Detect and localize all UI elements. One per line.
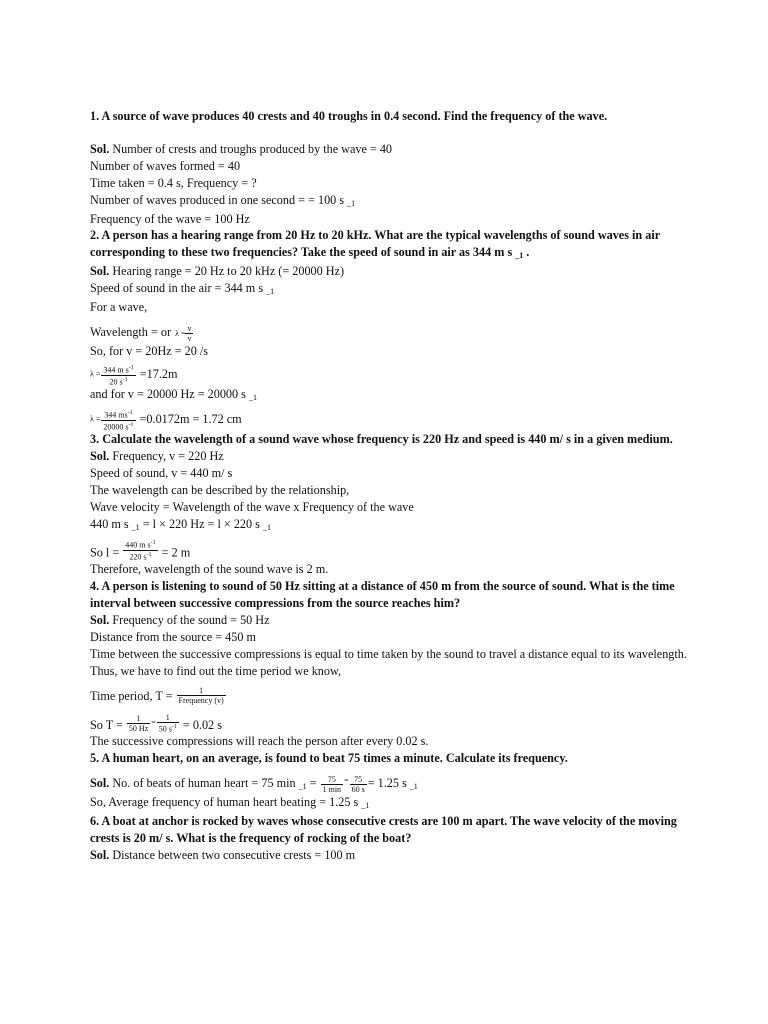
question-3: 3. Calculate the wavelength of a sound wave whose frequency is 220 Hz and speed is 440 m/ s in a given medium. bbox=[90, 432, 673, 447]
wavelength-fraction-2: $\frac{344 ms^{-1}}{20000 s^{-1}}$ bbox=[103, 410, 134, 432]
q2-line-6: λ = $\frac{344 m s^{-1}}{20 s^{-1}}$ =17.2m bbox=[90, 364, 178, 387]
q2-line-4: Wavelength = or λ = $\frac{v}{v}$ bbox=[90, 323, 192, 343]
q3-line-3: The wavelength can be described by the relationship, bbox=[90, 483, 350, 498]
q1-line-3: Time taken = 0.4 s, Frequency = ? bbox=[90, 175, 257, 190]
time-period-fraction: $\frac{1}{\text{Frequency (v)}}$ bbox=[178, 685, 224, 705]
q3-line-7: Therefore, wavelength of the sound wave is 2 m. bbox=[90, 562, 329, 577]
q5-line-2: So, Average frequency of human heart beating = 1.25 s _1 bbox=[90, 794, 370, 810]
question-4: 4. A person is listening to sound of 50 Hz sitting at a distance of 450 m from the source of sound. What is the time interval between successive compressions from the source reaches him? bbox=[90, 579, 675, 610]
q4-line-4: Time period, T = $\frac{1}{\text{Frequency (v)}}$ bbox=[90, 685, 224, 705]
q2-line-8: λ = $\frac{344 ms^{-1}}{20000 s^{-1}}$ =0.0172m = 1.72 cm bbox=[90, 410, 242, 432]
wavelength-fraction-1: $\frac{344 m s^{-1}}{20 s^{-1}}$ bbox=[103, 364, 134, 387]
sol-label: Sol. bbox=[90, 449, 110, 464]
wavelength-formula: λ = $\frac{v}{v}$ bbox=[175, 323, 192, 343]
q3-line-5: 440 m s _1 = l × 220 Hz = l × 220 s _1 bbox=[90, 516, 271, 532]
question-2: 2. A person has a hearing range from 20 Hz to 20 kHz. What are the typical wavelengths of sound waves in air corresponding to these two frequencies? Take the speed of sound in air as 344 m s _1 . bbox=[90, 228, 660, 261]
question-6: 6. A boat at anchor is rocked by waves whose consecutive crests are 100 m apart. The wave velocity of the moving crests is 20 m/ s. What is the frequency of rocking of the boat? bbox=[90, 813, 677, 845]
q2-line-3: For a wave, bbox=[90, 300, 148, 315]
q2-line-5: So, for v = 20Hz = 20 /s bbox=[90, 343, 209, 358]
time-fraction-2: $\frac{1}{50 s^{-1}}$ bbox=[158, 712, 177, 734]
q4-line-3: Time between the successive compressions is equal to time taken by the sound to travel a distance equal to its wavelength. Thus, we have to find out the time period we know, bbox=[90, 646, 687, 678]
q1-line-2: Number of waves formed = 40 bbox=[90, 158, 241, 173]
sol-label: Sol. bbox=[90, 264, 110, 279]
question-5: 5. A human heart, on an average, is found to beat 75 times a minute. Calculate its frequency. bbox=[90, 751, 568, 766]
q2-line-7: and for v = 20000 Hz = 20000 s _1 bbox=[90, 387, 257, 403]
q3-solution-line-1: Sol. Frequency, v = 220 Hz bbox=[90, 449, 224, 464]
q1-line-5: Frequency of the wave = 100 Hz bbox=[90, 211, 250, 226]
sol-label: Sol. bbox=[90, 847, 110, 862]
q4-line-2: Distance from the source = 450 m bbox=[90, 629, 256, 644]
sol-label: Sol. bbox=[90, 141, 110, 156]
q1-solution-line-1: Sol. Number of crests and troughs produced by the wave = 40 bbox=[90, 141, 393, 156]
beats-fraction-2: $\frac{75}{60 s}$ bbox=[351, 774, 365, 794]
q2-line-2: Speed of sound in the air = 344 m s _1 bbox=[90, 281, 275, 297]
sol-label: Sol. bbox=[90, 775, 110, 790]
sol-label: Sol. bbox=[90, 612, 110, 627]
question-1: 1. A source of wave produces 40 crests and 40 troughs in 0.4 second. Find the frequency of the wave. bbox=[90, 109, 608, 123]
wavelength-fraction-3: $\frac{440 m s^{-1}}{220 s^{-1}}$ bbox=[125, 539, 156, 562]
beats-fraction-1: $\frac{75}{1 \min}$ bbox=[322, 774, 342, 794]
q3-line-4: Wave velocity = Wavelength of the wave x Frequency of the wave bbox=[90, 500, 414, 515]
q4-line-6: The successive compressions will reach the person after every 0.02 s. bbox=[90, 734, 429, 749]
q1-line-4: Number of waves produced in one second = = 100 s _1 bbox=[90, 192, 356, 208]
q6-solution-line-1: Sol. Distance between two consecutive crests = 100 m bbox=[90, 847, 356, 862]
time-fraction-1: $\frac{1}{50 Hz}$ bbox=[128, 714, 149, 734]
q3-line-6: So l = $\frac{440 m s^{-1}}{220 s^{-1}}$ = 2 m bbox=[90, 539, 191, 562]
q4-solution-line-1: Sol. Frequency of the sound = 50 Hz bbox=[90, 612, 270, 627]
q4-line-5: So T = $\frac{1}{50 Hz}$ = $\frac{1}{50 s^{-1}}$ = 0.02 s bbox=[90, 712, 222, 734]
q2-solution-line-1: Sol. Hearing range = 20 Hz to 20 kHz (= 20000 Hz) bbox=[90, 264, 345, 279]
document-content bbox=[90, 108, 690, 864]
q3-line-2: Speed of sound, v = 440 m/ s bbox=[90, 466, 233, 481]
q5-solution-line-1: Sol. No. of beats of human heart = 75 min _1 = $\frac{75}{1 \min}$ = $\frac{75}{60 s}$ = 1.25 s _1 bbox=[90, 774, 418, 794]
